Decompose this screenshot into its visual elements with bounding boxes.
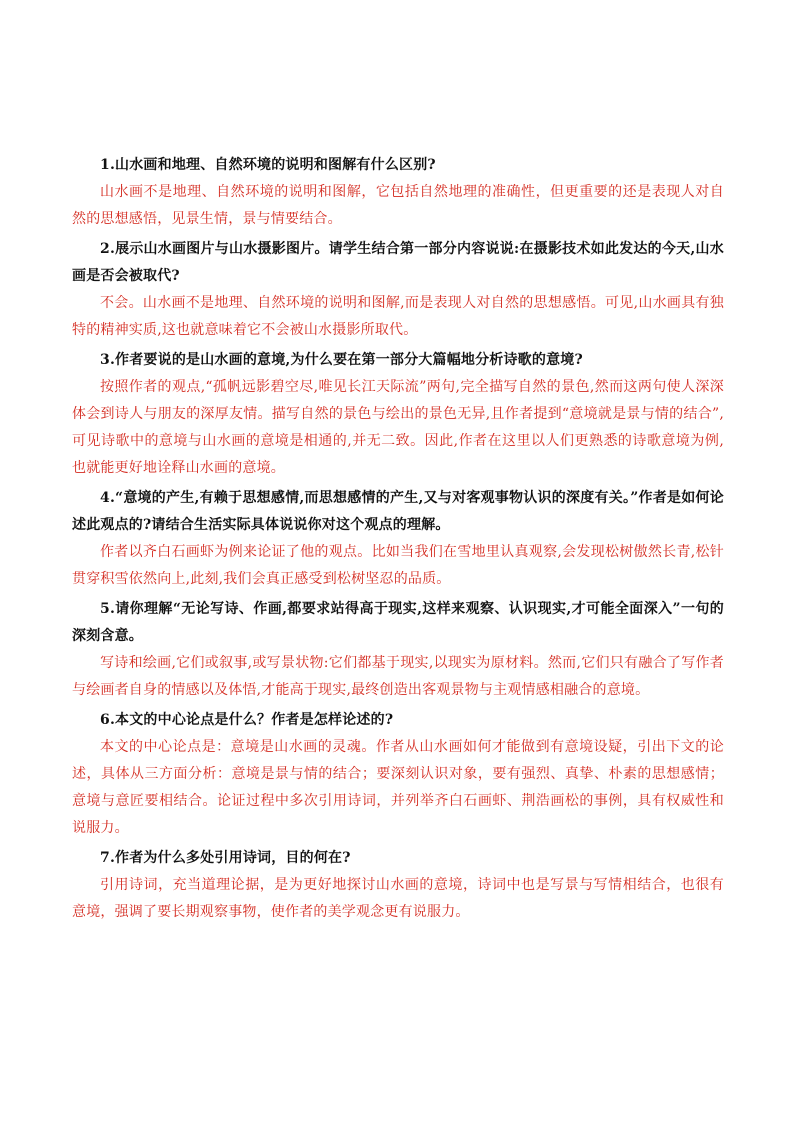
question-2: 2.展示山水画图片与山水摄影图片。请学生结合第一部分内容说说:在摄影技术如此发达的今天,山水画是否会被取代? — [72, 241, 724, 284]
answer-1: 山水画不是地理、自然环境的说明和图解，它包括自然地理的准确性，但更重要的还是表现人对自然的思想感悟，见景生情，景与情要结合。 — [72, 184, 724, 227]
qa-item-2 — [72, 236, 724, 344]
qa-item-7 — [72, 845, 724, 926]
question-7: 7.作者为什么多处引用诗词，目的何在? — [100, 850, 351, 866]
qa-item-3 — [72, 347, 724, 482]
qa-item-5 — [72, 596, 724, 704]
qa-item-6 — [72, 707, 724, 842]
question-6: 6.本文的中心论点是什么？作者是怎样论述的? — [100, 712, 394, 728]
answer-5: 写诗和绘画,它们或叙事,或写景状物:它们都基于现实,以现实为原材料。然而,它们只有融合了写作者与绘画者自身的情感以及体悟,才能高于现实,最终创造出客观景物与主观情感相融合的意境。 — [72, 655, 724, 698]
question-5: 5.请你理解“无论写诗、作画,都要求站得高于现实,这样来观察、认识现实,才可能全面深入”一句的深刻含意。 — [72, 601, 724, 644]
document-page — [72, 152, 724, 929]
answer-2: 不会。山水画不是地理、自然环境的说明和图解,而是表现人对自然的思想感悟。可见,山水画具有独特的精神实质,这也就意味着它不会被山水摄影所取代。 — [72, 295, 724, 338]
question-1: 1.山水画和地理、自然环境的说明和图解有什么区别? — [100, 157, 436, 173]
question-3: 3.作者要说的是山水画的意境,为什么要在第一部分大篇幅地分析诗歌的意境? — [100, 352, 583, 368]
answer-4: 作者以齐白石画虾为例来论证了他的观点。比如当我们在雪地里认真观察,会发现松树傲然长青,松针贯穿积雪依然向上,此刻,我们会真正感受到松树坚忍的品质。 — [72, 544, 724, 587]
answer-6: 本文的中心论点是：意境是山水画的灵魂。作者从山水画如何才能做到有意境设疑，引出下文的论述，具体从三方面分析：意境是景与情的结合；要深刻认识对象，要有强烈、真挚、朴素的思想感情；意境与意匠要相结合。论证过程中多次引用诗词，并列举齐白石画虾、荆浩画松的事例，具有权威性和说服力。 — [72, 739, 724, 836]
answer-3: 按照作者的观点,“孤帆远影碧空尽,唯见长江天际流”两句,完全描写自然的景色,然而这两句使人深深体会到诗人与朋友的深厚友情。描写自然的景色与绘出的景色无异,且作者提到“意境就是景与情的结合”,可见诗歌中的意境与山水画的意境是相通的,并无二致。因此,作者在这里以人们更熟悉的诗歌意境为例,也就能更好地诠释山水画的意境。 — [72, 379, 724, 476]
question-4: 4.“意境的产生,有赖于思想感情,而思想感情的产生,又与对客观事物认识的深度有关。”作者是如何论述此观点的?请结合生活实际具体说说你对这个观点的理解。 — [72, 490, 724, 533]
qa-item-4 — [72, 485, 724, 593]
answer-7: 引用诗词，充当道理论据，是为更好地探讨山水画的意境，诗词中也是写景与写情相结合，也很有意境，强调了要长期观察事物，使作者的美学观念更有说服力。 — [72, 877, 724, 920]
qa-item-1 — [72, 152, 724, 233]
